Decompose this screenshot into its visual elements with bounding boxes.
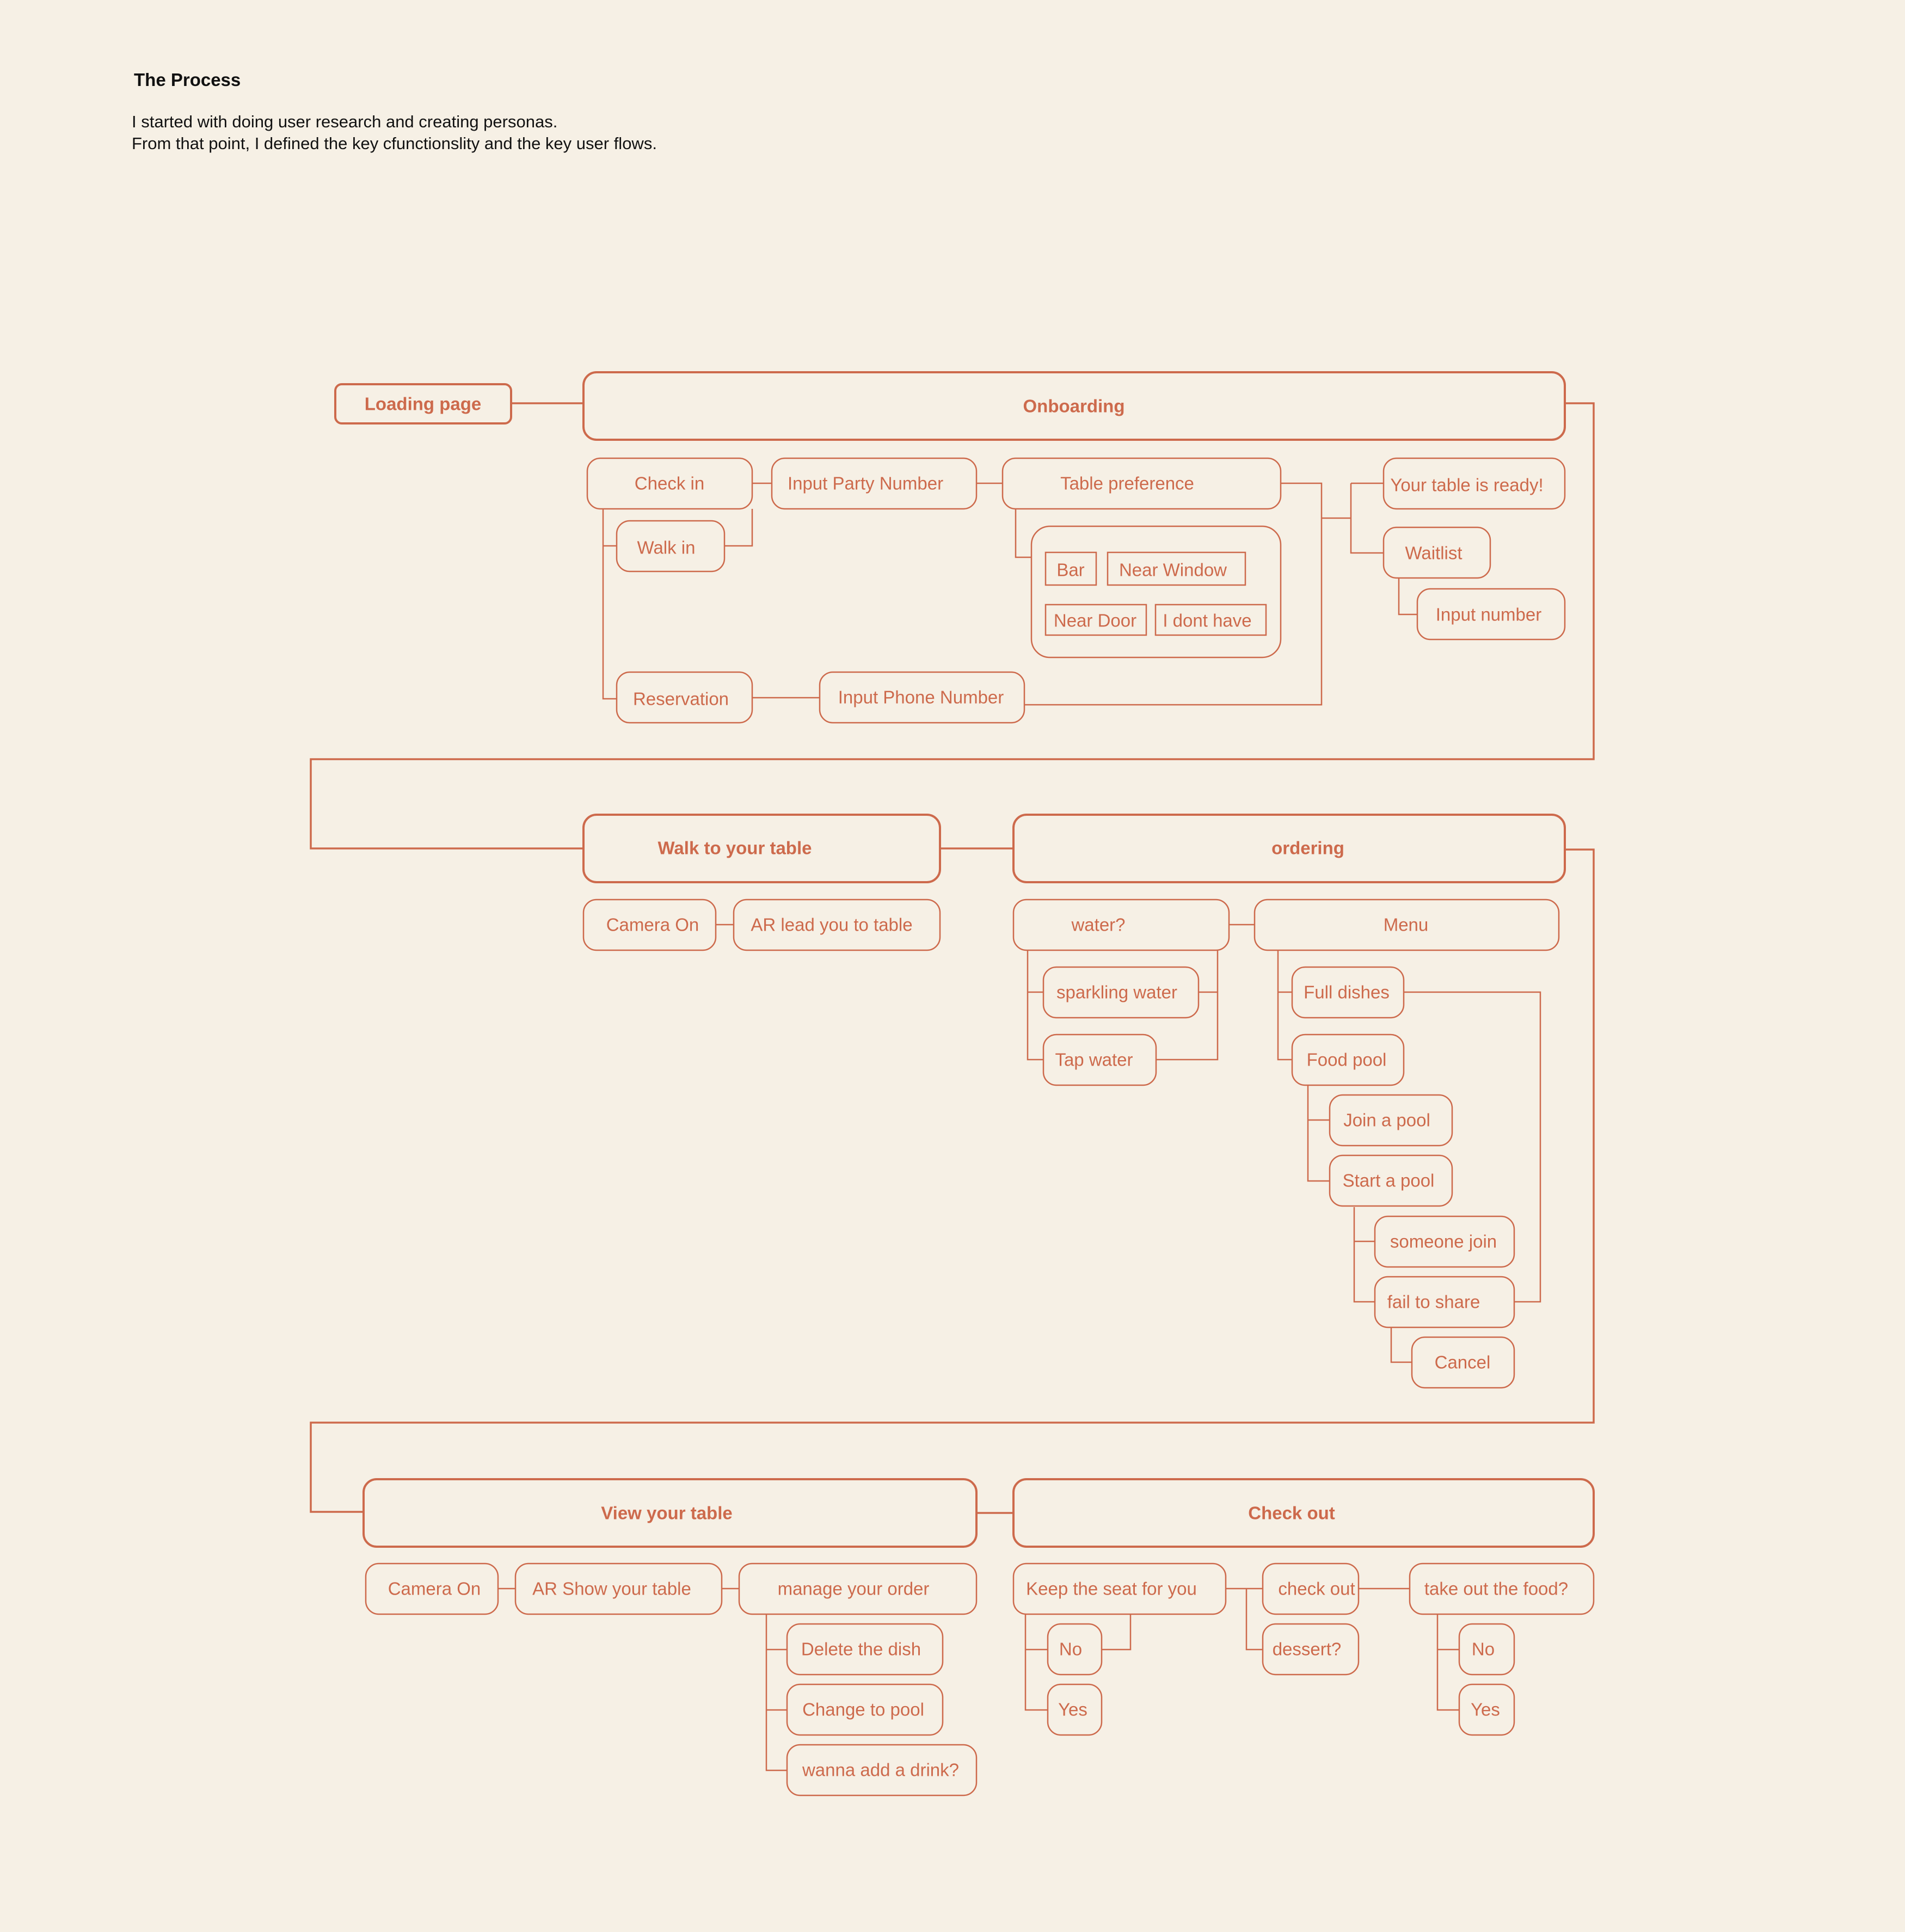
- connector-foodpool-start: [1308, 1086, 1330, 1181]
- loading-page-node: [335, 384, 511, 423]
- start-pool-node: [1330, 1155, 1452, 1206]
- menu-node: [1255, 900, 1559, 950]
- check-in-node: [587, 458, 752, 509]
- ar-lead-node: [734, 900, 940, 950]
- connector-checkin-walkin-right: [724, 509, 752, 546]
- delete-dish-node: [787, 1624, 943, 1675]
- water-label: water?: [1071, 914, 1126, 935]
- reservation-node: [617, 672, 752, 723]
- option-near-window-label: Near Window: [1119, 559, 1227, 580]
- someone-join-label: someone join: [1390, 1231, 1497, 1252]
- reservation-label: Reservation: [632, 688, 729, 709]
- ar-show-label: AR Show your table: [532, 1578, 691, 1599]
- checkout-section: [1013, 1479, 1594, 1735]
- input-party-number-node: [772, 458, 976, 509]
- page-title: The Process: [134, 70, 241, 90]
- menu-label: Menu: [1383, 914, 1429, 935]
- checkout-title: Check out: [1248, 1503, 1335, 1523]
- ordering-header: [1013, 815, 1565, 882]
- take-out-label: take out the food?: [1424, 1578, 1569, 1599]
- food-pool-label: Food pool: [1306, 1049, 1387, 1070]
- takeout-no-label: No: [1471, 1639, 1495, 1659]
- walk-camera-on-node: [583, 900, 716, 950]
- sparkling-water-node: [1043, 967, 1199, 1018]
- connector-menu-foodpool: [1278, 951, 1292, 1060]
- checkout-header: [1013, 1479, 1594, 1547]
- add-drink-label: wanna add a drink?: [802, 1759, 960, 1780]
- connector-start-fail: [1354, 1207, 1375, 1302]
- full-dishes-node: [1292, 967, 1404, 1018]
- walk-section: [583, 815, 940, 950]
- walk-header: [583, 815, 940, 882]
- ar-show-node: [515, 1564, 722, 1614]
- option-near-door: [1046, 605, 1146, 635]
- table-preference-options: [1031, 526, 1281, 657]
- keep-yes-label: Yes: [1058, 1699, 1087, 1720]
- connector-keep-yes: [1025, 1614, 1048, 1710]
- view-title: View your table: [601, 1503, 733, 1523]
- join-pool-label: Join a pool: [1343, 1110, 1430, 1130]
- dessert-node: [1263, 1624, 1359, 1675]
- ar-lead-label: AR lead you to table: [751, 914, 913, 935]
- keep-seat-node: [1013, 1564, 1226, 1614]
- option-bar-label: Bar: [1056, 559, 1085, 580]
- view-camera-on-node: [366, 1564, 498, 1614]
- cancel-label: Cancel: [1434, 1352, 1491, 1373]
- water-node: [1013, 900, 1229, 950]
- takeout-no-node: [1459, 1624, 1514, 1675]
- walk-in-label: Walk in: [637, 537, 696, 558]
- keep-yes-node: [1048, 1684, 1102, 1735]
- connector-waitlist-input: [1399, 578, 1417, 614]
- keep-no-node: [1048, 1624, 1102, 1675]
- connector-tablepref-options: [1016, 509, 1031, 557]
- take-out-node: [1410, 1564, 1594, 1614]
- table-ready-label: Your table is ready!: [1390, 475, 1544, 495]
- connector-water-tap: [1028, 951, 1043, 1060]
- connector-manage-adddrink: [766, 1614, 787, 1770]
- keep-seat-label: Keep the seat for you: [1026, 1578, 1197, 1599]
- start-pool-label: Start a pool: [1342, 1170, 1435, 1191]
- connector-fulldishes-failshare: [1404, 992, 1540, 1302]
- sparkling-water-label: sparkling water: [1056, 982, 1177, 1002]
- intro-line-1: I started with doing user research and creating personas.: [132, 112, 558, 131]
- onboarding-header: [583, 372, 1565, 440]
- food-pool-node: [1292, 1035, 1404, 1085]
- keep-no-label: No: [1059, 1639, 1083, 1659]
- view-header: [364, 1479, 976, 1547]
- table-ready-node: [1384, 458, 1565, 509]
- option-near-door-label: Near Door: [1053, 610, 1137, 631]
- table-preference-label: Table preference: [1060, 473, 1194, 494]
- someone-join-node: [1375, 1216, 1514, 1267]
- manage-order-node: [739, 1564, 976, 1614]
- fail-to-share-label: fail to share: [1387, 1291, 1480, 1312]
- input-number-node: [1417, 589, 1565, 639]
- walk-in-node: [617, 521, 724, 571]
- delete-dish-label: Delete the dish: [801, 1639, 921, 1659]
- change-pool-label: Change to pool: [802, 1699, 924, 1720]
- waitlist-label: Waitlist: [1405, 543, 1462, 563]
- option-bar: [1046, 552, 1096, 585]
- loading-page-label: Loading page: [364, 393, 482, 414]
- tap-water-node: [1043, 1035, 1156, 1085]
- option-near-window: [1108, 552, 1245, 585]
- view-camera-on-label: Camera On: [388, 1578, 481, 1599]
- takeout-yes-node: [1459, 1684, 1514, 1735]
- dessert-label: dessert?: [1272, 1639, 1342, 1659]
- check-out-label: check out: [1278, 1578, 1355, 1599]
- add-drink-node: [787, 1745, 976, 1795]
- waitlist-node: [1384, 527, 1490, 578]
- view-section: [364, 1479, 976, 1795]
- walk-title: Walk to your table: [657, 838, 812, 858]
- connector-fail-cancel: [1391, 1327, 1412, 1362]
- check-out-node: [1263, 1564, 1359, 1614]
- takeout-yes-label: Yes: [1471, 1699, 1500, 1720]
- ordering-section: [1013, 815, 1565, 1388]
- connectors: [311, 403, 1594, 1770]
- walk-camera-on-label: Camera On: [606, 914, 699, 935]
- ordering-title: ordering: [1271, 838, 1344, 858]
- full-dishes-label: Full dishes: [1304, 982, 1390, 1002]
- change-pool-node: [787, 1684, 943, 1735]
- input-phone-number-node: [820, 672, 1024, 723]
- connector-tablepref-phone-merge: [1024, 483, 1322, 705]
- manage-order-label: manage your order: [777, 1578, 930, 1599]
- connector-takeout-yes: [1437, 1614, 1459, 1710]
- connector-outcomes-waitlist: [1351, 483, 1384, 553]
- connector-checkin-reservation: [603, 509, 617, 699]
- intro-line-2: From that point, I defined the key cfunctionslity and the key user flows.: [132, 134, 657, 153]
- option-i-dont-have-label: I dont have: [1163, 610, 1252, 631]
- join-pool-node: [1330, 1095, 1452, 1146]
- connector-keep-no-right: [1102, 1614, 1130, 1650]
- cancel-node: [1412, 1337, 1514, 1388]
- onboarding-title: Onboarding: [1023, 396, 1125, 416]
- connector-keep-dessert: [1246, 1589, 1263, 1650]
- input-phone-number-label: Input Phone Number: [838, 687, 1004, 707]
- option-i-dont-have: [1156, 605, 1266, 635]
- input-party-number-label: Input Party Number: [787, 473, 944, 494]
- input-number-label: Input number: [1435, 604, 1542, 625]
- onboarding-section: [583, 372, 1565, 723]
- table-preference-node: [1003, 458, 1281, 509]
- tap-water-label: Tap water: [1055, 1049, 1133, 1070]
- fail-to-share-node: [1375, 1277, 1514, 1327]
- check-in-label: Check in: [634, 473, 705, 494]
- connector-onboarding-walk: [311, 403, 1594, 848]
